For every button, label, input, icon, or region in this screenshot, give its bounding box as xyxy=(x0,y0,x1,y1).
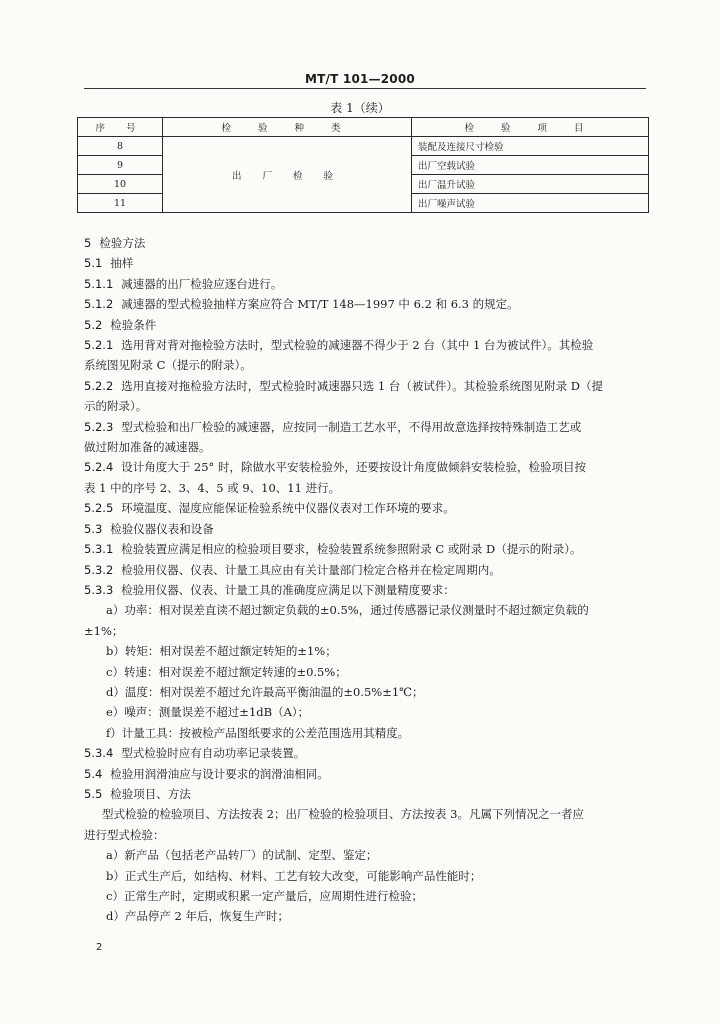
paragraph-continuation: 进行型式检验： xyxy=(84,827,165,842)
condition-item: b）正式生产后，如结构、材料、工艺有较大改变，可能影响产品性能时； xyxy=(106,868,482,883)
clause: 5.2.1 选用背对背对拖检验方法时，型式检验的减速器不得少于 2 台（其中 1 台为被试件）。其检验 xyxy=(84,338,594,353)
clause: 5.2.4 设计角度大于 25° 时，除做水平安装检验外，还要按设计角度做倾斜安装检验，检验项目按 xyxy=(84,460,586,475)
row-item: 出厂空载试验 xyxy=(412,156,649,175)
accuracy-item: a）功率：相对误差直读不超过额定负载的±0.5%，通过传感器记录仪测量时不超过额定负载的 xyxy=(106,603,589,618)
clause-continuation: 系统图见附录 C（提示的附录）。 xyxy=(84,358,252,373)
row-no: 9 xyxy=(78,156,163,175)
paragraph: 型式检验的检验项目、方法按表 2；出厂检验的检验项目、方法按表 3。凡属下列情况之一者应 xyxy=(102,807,584,822)
row-item: 出厂噪声试验 xyxy=(412,194,649,213)
accuracy-item: f）计量工具：按被检产品图纸要求的公差范围选用其精度。 xyxy=(106,725,410,740)
header-kind: 检 验 种 类 xyxy=(163,118,412,137)
accuracy-item: c）转速：相对误差不超过额定转速的±0.5%； xyxy=(106,664,347,679)
clause: 5.2.2 选用直接对拖检验方法时，型式检验时减速器只选 1 台（被试件）。其检验系统图见附录 D（提 xyxy=(84,378,604,393)
accuracy-item-continuation: ±1%； xyxy=(84,623,124,638)
section-heading: 5.5 检验项目、方法 xyxy=(84,786,191,801)
table-header-row xyxy=(78,118,649,137)
body-text xyxy=(84,233,650,927)
clause-continuation: 示的附录）。 xyxy=(84,399,148,414)
row-item: 装配及连接尺寸检验 xyxy=(412,137,649,156)
row-no: 10 xyxy=(78,175,163,194)
section-heading: 5.1 抽样 xyxy=(84,256,134,271)
clause-continuation: 做过附加准备的减速器。 xyxy=(84,440,211,455)
section-heading: 5.2 检验条件 xyxy=(84,317,157,332)
clause: 5.3.3 检验用仪器、仪表、计量工具的准确度应满足以下测量精度要求： xyxy=(84,582,455,597)
table-title: 表 1（续） xyxy=(330,101,390,115)
clause: 5.3.2 检验用仪器、仪表、计量工具应由有关计量部门检定合格并在检定周期内。 xyxy=(84,562,501,577)
header-no: 序 号 xyxy=(78,118,163,137)
clause-continuation: 表 1 中的序号 2、3、4、5 或 9、10、11 进行。 xyxy=(84,480,341,495)
clause: 5.3.1 检验装置应满足相应的检验项目要求，检验装置系统参照附录 C 或附录 D（提示的附录）。 xyxy=(84,542,582,557)
clause: 5.1.1 减速器的出厂检验应逐台进行。 xyxy=(84,276,283,291)
condition-item: d）产品停产 2 年后，恢复生产时； xyxy=(106,909,289,924)
inspection-kind: 出 厂 检 验 xyxy=(163,137,412,213)
header-item: 检 验 项 目 xyxy=(412,118,649,137)
row-no: 8 xyxy=(78,137,163,156)
standard-header: MT/T 101—2000 xyxy=(305,72,415,86)
clause: 5.1.2 减速器的型式检验抽样方案应符合 MT/T 148—1997 中 6.2 和 6.3 的规定。 xyxy=(84,297,519,312)
section-heading: 5.3 检验仪器仪表和设备 xyxy=(84,521,214,536)
accuracy-item: d）温度：相对误差不超过允许最高平衡油温的±0.5%±1℃； xyxy=(106,684,424,699)
accuracy-item: e）噪声：测量误差不超过±1dB（A）； xyxy=(106,705,310,720)
page-number: 2 xyxy=(96,942,103,953)
condition-item: c）正常生产时，定期或积累一定产量后，应周期性进行检验； xyxy=(106,889,423,903)
clause: 5.2.5 环境温度、湿度应能保证检验系统中仪器仪表对工作环境的要求。 xyxy=(84,501,455,516)
inspection-table xyxy=(77,117,649,213)
clause: 5.3.4 型式检验时应有自动功率记录装置。 xyxy=(84,746,306,761)
section-heading: 5 检验方法 xyxy=(84,236,146,250)
clause: 5.4 检验用润滑油应与设计要求的润滑油相同。 xyxy=(84,766,329,781)
table-row xyxy=(78,137,649,156)
accuracy-item: b）转矩：相对误差不超过额定转矩的±1%； xyxy=(106,644,337,659)
clause: 5.2.3 型式检验和出厂检验的减速器，应按同一制造工艺水平，不得用故意选择按特殊制造工艺或 xyxy=(84,419,582,434)
row-no: 11 xyxy=(78,194,163,213)
row-item: 出厂温升试验 xyxy=(412,175,649,194)
header-rule xyxy=(84,88,646,89)
condition-item: a）新产品（包括老产品转厂）的试制、定型、鉴定； xyxy=(106,848,378,863)
